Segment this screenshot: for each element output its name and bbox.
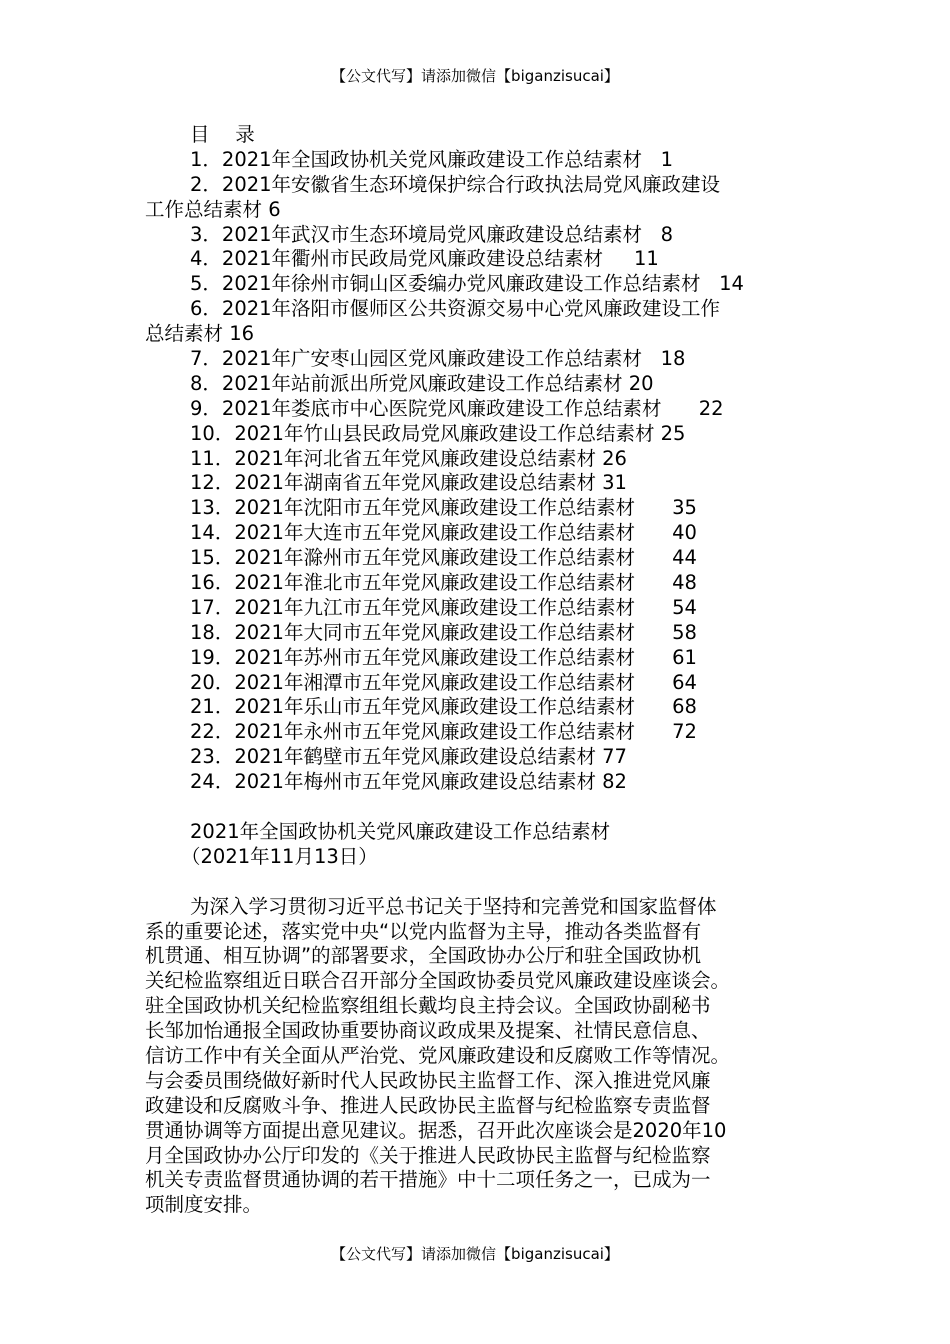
- paragraph-line: 关纪检监察组近日联合召开部分全国政协委员党风廉政建设座谈会。: [145, 969, 731, 993]
- table-of-contents: [145, 148, 825, 795]
- paragraph-line: 月全国政协办公厅印发的《关于推进人民政协民主监督与纪检监察: [145, 1143, 711, 1167]
- paragraph-line: 与会委员围绕做好新时代人民政协民主监督工作、深入推进党风廉: [145, 1068, 711, 1092]
- toc-entry[interactable]: 1．2021年全国政协机关党风廉政建设工作总结素材 1: [190, 147, 674, 171]
- toc-entry[interactable]: 24．2021年梅州市五年党风廉政建设总结素材 82: [190, 770, 627, 794]
- article-title: 2021年全国政协机关党风廉政建设工作总结素材: [190, 819, 611, 843]
- toc-entry[interactable]: 19．2021年苏州市五年党风廉政建设工作总结素材 61: [190, 645, 697, 669]
- toc-entry[interactable]: 17．2021年九江市五年党风廉政建设工作总结素材 54: [190, 595, 697, 619]
- toc-entry[interactable]: 2．2021年安徽省生态环境保护综合行政执法局党风廉政建设: [190, 172, 721, 196]
- toc-entry[interactable]: 13．2021年沈阳市五年党风廉政建设工作总结素材 35: [190, 496, 697, 520]
- toc-entry[interactable]: 11．2021年河北省五年党风廉政建设总结素材 26: [190, 446, 627, 470]
- toc-entry[interactable]: 22．2021年永州市五年党风廉政建设工作总结素材 72: [190, 720, 697, 744]
- toc-entry[interactable]: 3．2021年武汉市生态环境局党风廉政建设总结素材 8: [190, 222, 674, 246]
- paragraph-line: 项制度安排。: [145, 1193, 263, 1217]
- paragraph-line: 长邹加怡通报全国政协重要协商议政成果及提案、社情民意信息、: [145, 1019, 711, 1043]
- toc-entry[interactable]: 21．2021年乐山市五年党风廉政建设工作总结素材 68: [190, 695, 697, 719]
- toc-title: 目 录: [190, 123, 255, 146]
- paragraph-line: 为深入学习贯彻习近平总书记关于坚持和完善党和国家监督体: [190, 894, 717, 918]
- paragraph-line: 机贯通、相互协调”的部署要求，全国政协办公厅和驻全国政协机: [145, 944, 702, 968]
- paragraph-line: 机关专责监督贯通协调的若干措施》中十二项任务之一，已成为一: [145, 1168, 711, 1192]
- document-body: [145, 123, 825, 1218]
- toc-entry[interactable]: 23．2021年鹤壁市五年党风廉政建设总结素材 77: [190, 745, 627, 769]
- article-date: （2021年11月13日）: [181, 844, 378, 868]
- toc-entry[interactable]: 6．2021年洛阳市偃师区公共资源交易中心党风廉政建设工作: [190, 297, 721, 321]
- toc-entry[interactable]: 10．2021年竹山县民政局党风廉政建设工作总结素材 25: [190, 421, 686, 445]
- toc-entry[interactable]: 9．2021年娄底市中心医院党风廉政建设工作总结素材 22: [190, 396, 724, 420]
- toc-entry[interactable]: 7．2021年广安枣山园区党风廉政建设工作总结素材 18: [190, 347, 686, 371]
- toc-entry[interactable]: 8．2021年站前派出所党风廉政建设工作总结素材 20: [190, 371, 654, 395]
- page-header: 【公文代写】请添加微信【biganzisucai】: [331, 67, 619, 85]
- paragraph-line: 政建设和反腐败斗争、推进人民政协民主监督与纪检监察专责监督: [145, 1093, 711, 1117]
- paragraph-line: 贯通协调等方面提出意见建议。据悉，召开此次座谈会是2020年10: [145, 1118, 727, 1142]
- article-paragraph: [145, 895, 825, 1219]
- toc-entry[interactable]: 16．2021年淮北市五年党风廉政建设工作总结素材 48: [190, 571, 697, 595]
- toc-entry-continuation[interactable]: 工作总结素材 6: [145, 197, 281, 221]
- paragraph-line: 系的重要论述，落实党中央“以党内监督为主导，推动各类监督有: [145, 919, 702, 943]
- toc-entry[interactable]: 14．2021年大连市五年党风廉政建设工作总结素材 40: [190, 521, 697, 545]
- paragraph-line: 驻全国政协机关纪检监察组组长戴均良主持会议。全国政协副秘书: [145, 994, 711, 1018]
- toc-entry[interactable]: 20．2021年湘潭市五年党风廉政建设工作总结素材 64: [190, 670, 697, 694]
- toc-entry[interactable]: 18．2021年大同市五年党风廉政建设工作总结素材 58: [190, 620, 697, 644]
- toc-entry[interactable]: 4．2021年衢州市民政局党风廉政建设总结素材 11: [190, 247, 659, 271]
- toc-entry-continuation[interactable]: 总结素材 16: [145, 322, 255, 346]
- page-footer: 【公文代写】请添加微信【biganzisucai】: [331, 1245, 619, 1263]
- toc-entry[interactable]: 15．2021年滁州市五年党风廉政建设工作总结素材 44: [190, 546, 697, 570]
- toc-entry[interactable]: 12．2021年湖南省五年党风廉政建设总结素材 31: [190, 471, 627, 495]
- paragraph-line: 信访工作中有关全面从严治党、党风廉政建设和反腐败工作等情况。: [145, 1043, 731, 1067]
- toc-entry[interactable]: 5．2021年徐州市铜山区委编办党风廉政建设工作总结素材 14: [190, 272, 744, 296]
